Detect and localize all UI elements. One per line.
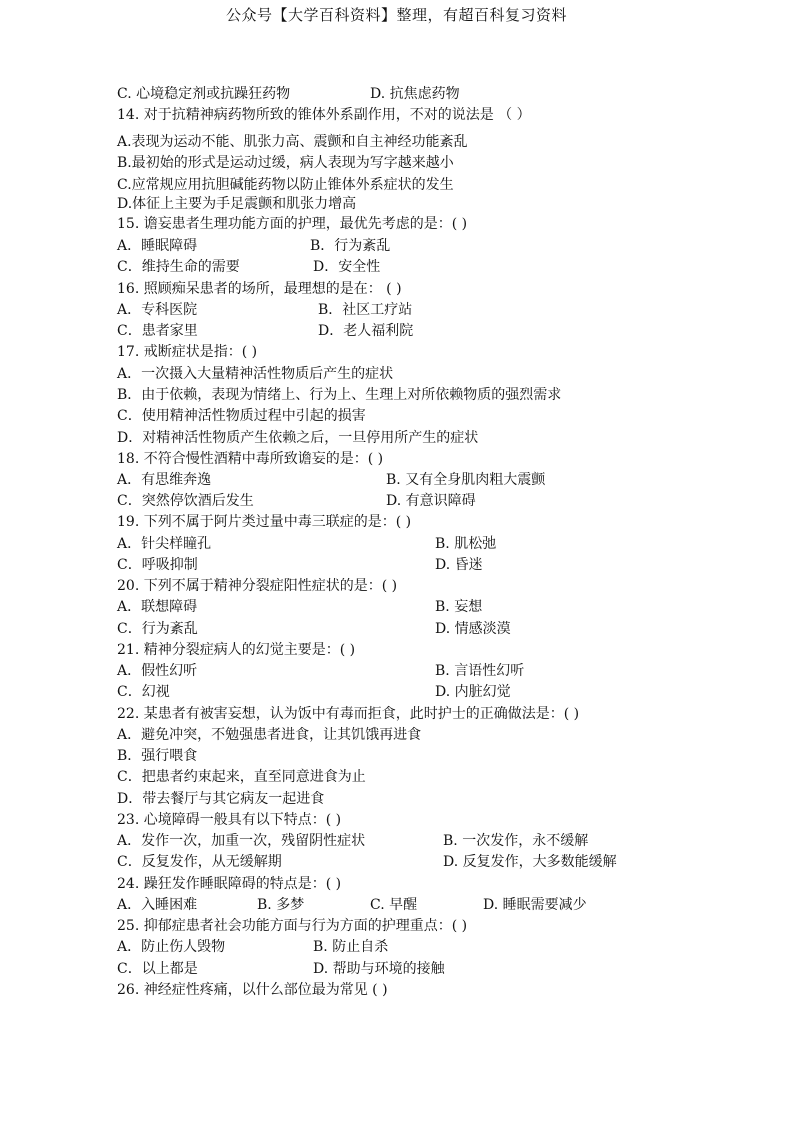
question-21: 21. 精神分裂症病人的幻觉主要是：( ) [117, 642, 356, 658]
page-header: 公众号【大学百科资料】整理，有超百科复习资料 [225, 6, 567, 24]
question-14: 14. 对于抗精神病药物所致的锥体外系副作用，不对的说法是 （ ） [117, 107, 531, 123]
question-26: 26. 神经症性疼痛，以什么部位最为常见 ( ) [117, 982, 388, 998]
question-18: 18. 不符合慢性酒精中毒所致谵妄的是：( ) [117, 451, 384, 467]
text-line: B.最初始的形式是运动过缓，病人表现为写字越来越小 [117, 155, 454, 171]
text-line: A．一次摄入大量精神活性物质后产生的症状 [117, 366, 394, 382]
question-15: 15. 谵妄患者生理功能方面的护理，最优先考虑的是：( ) [117, 216, 468, 232]
question-24: 24. 躁狂发作睡眠障碍的特点是：( ) [117, 876, 342, 892]
text-line: D．带去餐厅与其它病友一起进食 [117, 791, 325, 807]
text-line: A.表现为运动不能、肌张力高、震颤和自主神经功能紊乱 [117, 134, 468, 150]
text-line: C．使用精神活性物质过程中引起的损害 [117, 408, 366, 424]
text-line: C.应常规应用抗胆碱能药物以防止锥体外系症状的发生 [117, 177, 454, 193]
question-23: 23. 心境障碍一般具有以下特点：( ) [117, 812, 342, 828]
text-line: B．由于依赖，表现为情绪上、行为上、生理上对所依赖物质的强烈需求 [117, 387, 562, 403]
question-22: 22. 某患者有被害妄想，认为饭中有毒而拒食，此时护士的正确做法是：( ) [117, 706, 580, 722]
text-line: B．强行喂食 [117, 748, 198, 764]
text-line: D.体征上主要为手足震颤和肌张力增高 [117, 196, 357, 212]
question-17: 17. 戒断症状是指：( ) [117, 344, 258, 360]
text-line: A．避免冲突，不勉强患者进食，让其饥饿再进食 [117, 727, 422, 743]
question-20: 20. 下列不属于精神分裂症阳性症状的是：( ) [117, 578, 398, 594]
question-19: 19. 下列不属于阿片类过量中毒三联症的是：( ) [117, 514, 412, 530]
text-line: D．对精神活性物质产生依赖之后，一旦停用所产生的症状 [117, 430, 479, 446]
question-16: 16. 照顾痴呆患者的场所，最理想的是在： ( ) [117, 281, 402, 297]
question-25: 25. 抑郁症患者社会功能方面与行为方面的护理重点：( ) [117, 918, 468, 934]
text-line: C．把患者约束起来，直至同意进食为止 [117, 769, 366, 785]
